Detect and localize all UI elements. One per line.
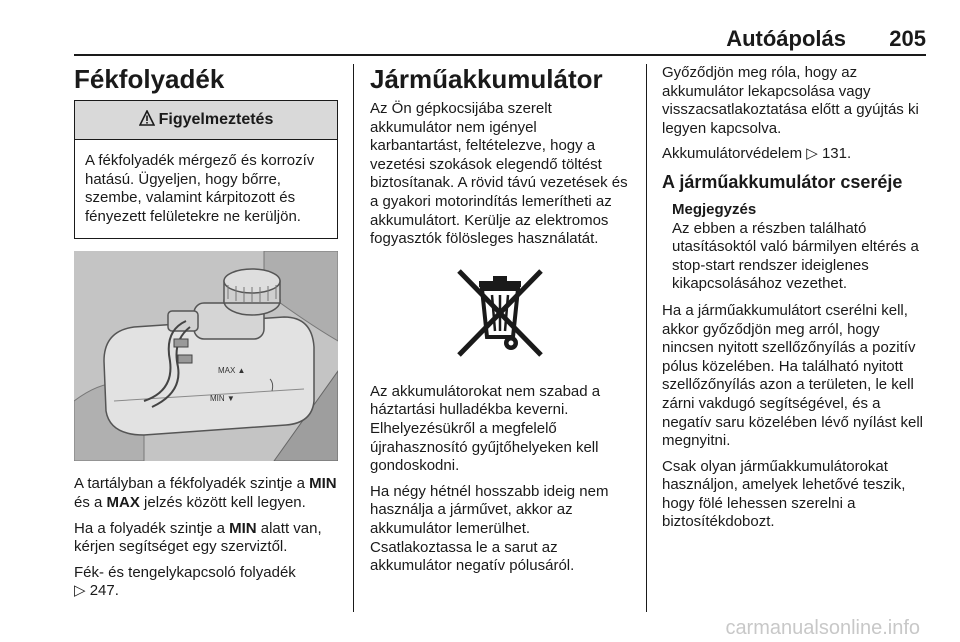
column-2 bbox=[370, 64, 630, 583]
warning-title: Figyelmeztetés bbox=[158, 111, 274, 128]
section-title-brake-fluid: Fékfolyadék bbox=[74, 64, 225, 94]
note-box bbox=[662, 201, 926, 294]
page-reference-link[interactable]: 247. bbox=[89, 582, 119, 600]
min-label: MIN ▼ bbox=[210, 394, 235, 404]
note-text: Az ebben a részben található utasításoktól való bármilyen eltérés a stop-start rendszer ideiglenes kikapcsolásához vezethet. bbox=[672, 219, 919, 293]
note-title: Megjegyzés bbox=[672, 200, 757, 218]
paragraph-battery-intro: Az Ön gépkocsijába szerelt akkumulátor nem igényel karbantartást, feltételezve, hogy a vezetési szokások elegendő töltést biztosítanak. A rövid távú vezetések és a gyakori motorindítás lemerítheti az akkumulátort. Kerülje az elektromos fogyasztók fölösleges használatát. bbox=[370, 100, 628, 248]
running-title: Autóápolás bbox=[726, 26, 846, 51]
brake-fluid-reservoir-figure bbox=[74, 251, 338, 461]
paragraph-disposal: Az akkumulátorokat nem szabad a háztartási hulladékba keverni. Elhelyezésükről a megfelelő újrahasznosító gyűjtőhelyeken kell gondoskodni. bbox=[370, 382, 601, 475]
max-label: MAX ▲ bbox=[218, 366, 246, 376]
header-rule bbox=[74, 54, 926, 56]
column-divider bbox=[353, 64, 354, 612]
page-reference-icon: ▷ bbox=[806, 145, 818, 163]
paragraph-fluid-ref: Fék- és tengelykapcsoló folyadék ▷ 247. bbox=[74, 563, 296, 600]
page-header bbox=[74, 26, 926, 56]
section-title-battery-replacement: A járműakkumulátor cseréje bbox=[662, 171, 903, 192]
page-reference-icon: ▷ bbox=[74, 582, 86, 600]
paragraph-vent-opening: Ha a járműakkumulátort cserélni kell, akkor győződjön meg arról, hogy nincsen nyitott szellőzőnyílás a pozitív pólus közelében. Ha található nyitott szellőzőnyílás azon a területen, le kell zárni vakdugó segítségével, és a negatív saru közelében lévő nyílást kell megnyitni. bbox=[662, 301, 923, 450]
watermark: carmanualsonline.info bbox=[725, 617, 920, 639]
paragraph-ignition-off: Győződjön meg róla, hogy az akkumulátor lekapcsolása vagy visszacsatlakoztatása előtt a gyújtás ki legyen kapcsolva. bbox=[662, 64, 919, 137]
column-1 bbox=[74, 64, 338, 608]
paragraph-below-min: Ha a folyadék szintje a MIN alatt van, kérjen segítséget egy szerviztől. bbox=[74, 519, 322, 556]
paragraph-level: A tartályban a fékfolyadék szintje a MIN és a MAX jelzés között kell legyen. bbox=[74, 475, 337, 511]
warning-triangle-icon bbox=[139, 110, 155, 131]
warning-text: A fékfolyadék mérgező és korrozív hatású. Ügyeljen, hogy bőrre, szembe, valamint kárpitozott és fényezett felületekre ne kerüljön. bbox=[85, 152, 315, 225]
paragraph-battery-protection: Akkumulátorvédelem ▷ 131. bbox=[662, 145, 852, 163]
section-title-battery: Járműakkumulátor bbox=[370, 64, 603, 94]
warning-header bbox=[75, 101, 337, 140]
warning-box bbox=[74, 100, 338, 239]
column-divider-2 bbox=[646, 64, 647, 612]
crossed-out-bin-icon bbox=[370, 263, 630, 363]
page-number: 205 bbox=[889, 26, 926, 51]
paragraph-long-storage: Ha négy hétnél hosszabb ideig nem használja a járművet, akkor az akkumulátor lemerülhet. Csatlakoztassa le a sarut az akkumulátor negatív pólusáról. bbox=[370, 482, 609, 575]
column-3 bbox=[662, 64, 926, 539]
paragraph-fusebox: Csak olyan járműakkumulátorokat használjon, amelyek lehetővé teszik, hogy fölé lehessen szerelni a biztosítékdobozt. bbox=[662, 457, 906, 531]
page-reference-link[interactable]: 131. bbox=[821, 145, 852, 163]
